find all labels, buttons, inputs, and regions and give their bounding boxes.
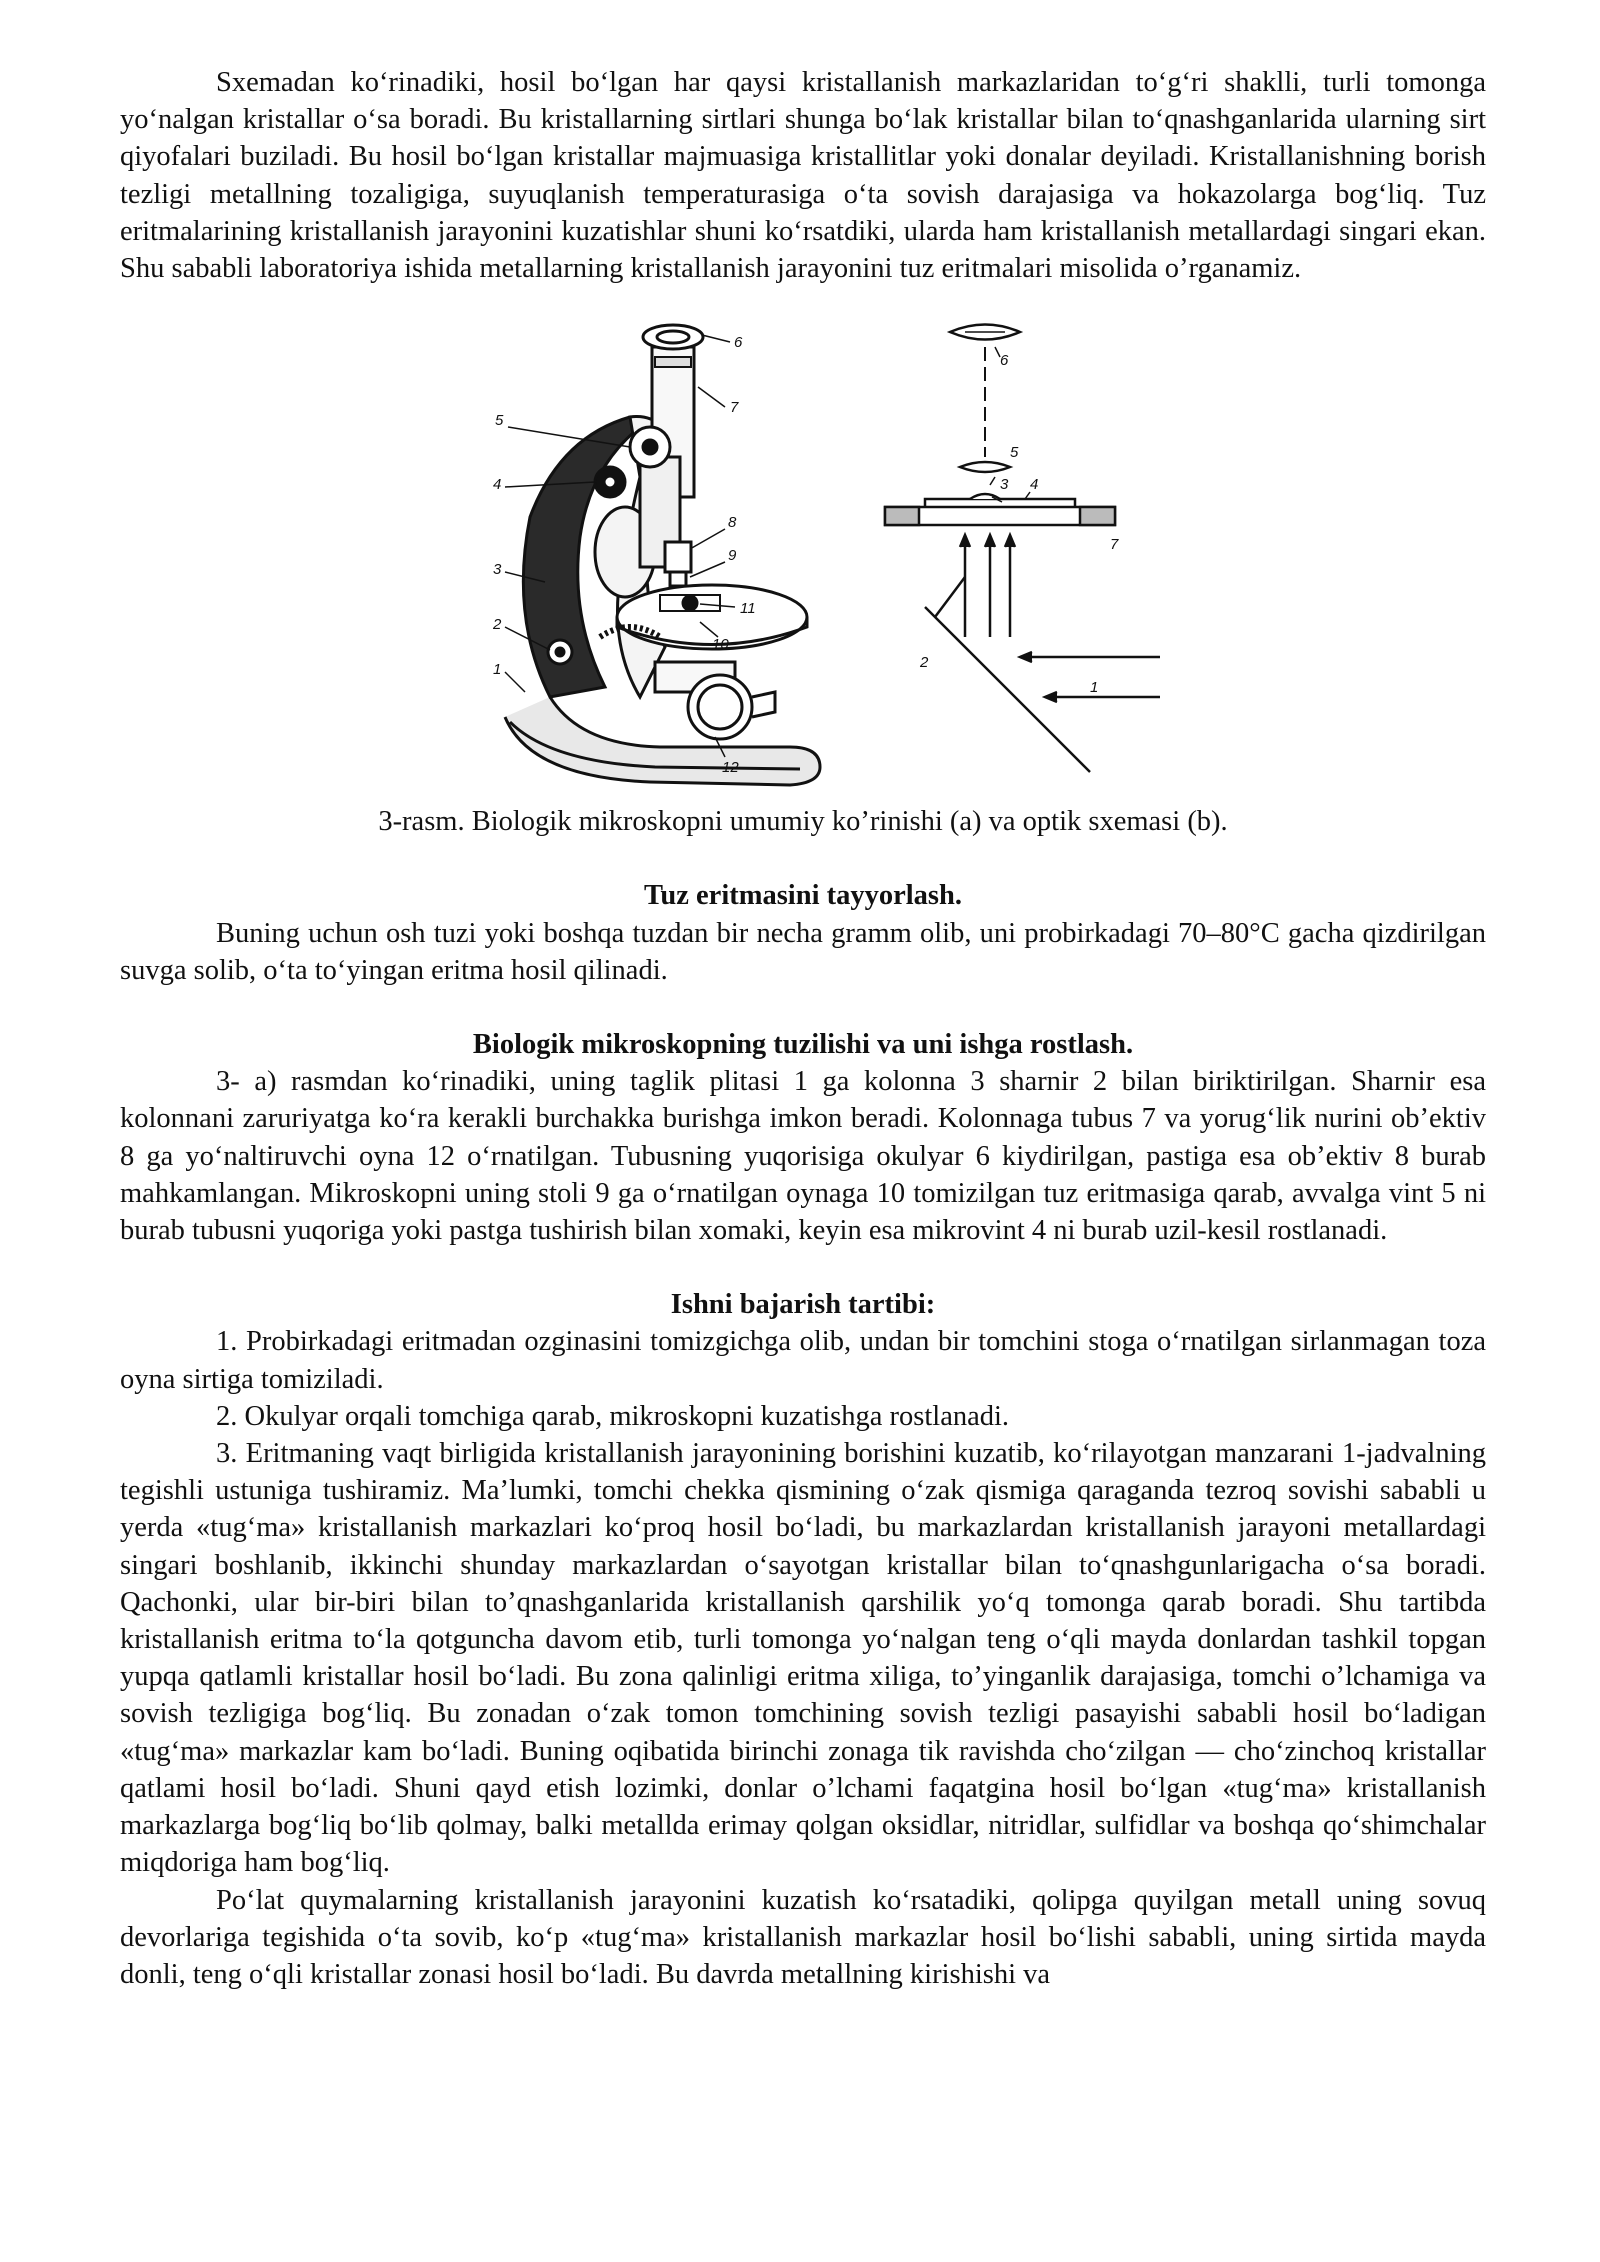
microscope-general-view [490, 317, 910, 787]
closing-paragraph: Poʻlat quymalarning kristallanish jarayonini kuzatish koʻrsatadiki, qolipga quyilgan metall uning sovuq devorlariga tegishida oʻta sovib, koʻp «tugʻma» kristallanish markazlar hosil boʻlishi sababli, uning sirtida mayda donli, teng oʻqli kristallar zonasi hosil boʻladi. Bu davrda metallning kirishishi va [120, 1884, 1486, 1990]
label-b-2: 2 [920, 654, 929, 672]
label-a-11: 11 [740, 600, 756, 618]
label-a-2: 2 [493, 616, 502, 634]
procedure-step-3: 3. Eritmaning vaqt birligida kristallanish jarayonining borishini kuzatib, koʻrilayotgan manzarani 1-jadvalning tegishli ustuniga tushiramiz. Ma’lumki, tomchi chekka qismining oʻzak qismiga qaraganda tezroq sovishi sababli u yerda «tugʻma» kristallanish markazlari koʻproq hosil boʻladi, bu markazlardan kristallanish jarayoni metallardagi singari boshlanib, ikkinchi shunday markazlardan oʻsayotgan kristallar bilan toʻqnashgunlarigacha oʻsa boradi. Qachonki, ular bir-biri bilan to’qnashganlarida kristallanish qarshilik yoʻq tomonga qarab boradi. Shu tartibda kristallanish eritma toʻla qotguncha davom etib, turli tomonga yoʻnalgan teng oʻqli mayda donlardan tashkil topgan yupqa qatlamli kristallar hosil boʻladi. Bu zona qalinligi eritma xiliga, to’yinganlik darajasiga, tomchi o’lchamiga va sovish tezligiga bogʻliq. Bu zonadan oʻzak tomon tomchining sovish tezligi pasayishi sababli hosil boʻladigan «tugʻma» markazlar kam boʻladi. Buning oqibatida birinchi zonaga tik ravishda choʻzilgan — choʻzinchoq kristallar qatlami hosil boʻladi. Shuni qayd etish lozimki, donlar o’lchami faqatgina hosil bo‘lgan «tug‘ma» kristallanish markazlarga bog‘liq bo‘lib qolmay, balki metallda erimay qolgan oksidlar, nitridlar, sulfidlar va boshqa qo‘shimchalar miqdoriga ham bog‘liq. [120, 1438, 1486, 1879]
document-page [120, 64, 1486, 1993]
label-b-4: 4 [1030, 476, 1039, 494]
figure-caption: 3-rasm. Biologik mikroskopni umumiy ko’rinishi (a) va optik sxemasi (b). [378, 806, 1228, 838]
label-b-1: 1 [1090, 679, 1099, 697]
microscope-optical-scheme [880, 317, 1260, 787]
label-a-12: 12 [722, 759, 739, 777]
procedure-step-1: 1. Probirkadagi eritmadan ozginasini tomizgichga olib, undan bir tomchini stoga oʻrnatilgan sirlanmagan toza oyna sirtiga tomiziladi. [120, 1326, 1486, 1395]
label-b-3: 3 [1000, 476, 1009, 494]
label-b-7: 7 [1110, 536, 1119, 554]
section-title-procedure: Ishni bajarish tartibi: [670, 1289, 936, 1321]
label-a-8: 8 [728, 514, 737, 532]
label-b-6: 6 [1000, 352, 1009, 370]
section-title-microscope-structure: Biologik mikroskopning tuzilishi va uni ishga rostlash. [472, 1029, 1134, 1061]
section-title-prepare-solution: Tuz eritmasini tayyorlash. [644, 880, 962, 912]
label-a-9: 9 [728, 547, 737, 565]
section-text-microscope-structure: 3- a) rasmdan koʻrinadiki, uning taglik plitasi 1 ga kolonna 3 sharnir 2 bilan biriktirilgan. Sharnir esa kolonnani zaruriyatga koʻra kerakli burchakka burishga imkon beradi. Kolonnaga tubus 7 va yorugʻlik nurini ob’ektiv 8 ga yoʻnaltiruvchi oyna 12 oʻrnatilgan. Tubusning yuqorisiga okulyar 6 kiydirilgan, pastiga esa ob’ektiv 8 burab mahkamlangan. Mikroskopni uning stoli 9 ga oʻrnatilgan oynaga 10 tomizilgan tuz eritmasiga qarab, avvalga vint 5 ni burab tubusni yuqoriga yoki pastga tushirish bilan xomaki, keyin esa mikrovint 4 ni burab uzil-kesil rostlanadi. [120, 1066, 1486, 1247]
figure-microscope [120, 317, 1486, 797]
label-a-7: 7 [730, 399, 739, 417]
label-a-10: 10 [712, 636, 729, 654]
label-a-6: 6 [734, 334, 743, 352]
section-text-prepare-solution: Buning uchun osh tuzi yoki boshqa tuzdan bir necha gramm olib, uni probirkadagi 70–80°C gacha qizdirilgan suvga solib, o‘ta to‘yingan eritma hosil qilinadi. [120, 917, 1486, 986]
label-a-1: 1 [493, 661, 502, 679]
procedure-step-2: 2. Okulyar orqali tomchiga qarab, mikroskopni kuzatishga rostlanadi. [216, 1400, 1010, 1432]
intro-paragraph: Sxemadan koʻrinadiki, hosil boʻlgan har qaysi kristallanish markazlaridan toʻgʻri shaklli, turli tomonga yoʻnalgan kristallar oʻsa boradi. Bu kristallarning sirtlari shunga boʻlak kristallar bilan toʻqnashganlarida ularning sirt qiyofalari buziladi. Bu hosil boʻlgan kristallar majmuasiga kristallitlar yoki donalar deyiladi. Kristallanishning borish tezligi metallning tozaligiga, suyuqlanish temperaturasiga oʻta sovish darajasiga va hokazolarga bogʻliq. Tuz eritmalarining kristallanish jarayonini kuzatishlar shuni koʻrsatdiki, ularda ham kristallanish metallardagi singari ekan. Shu sababli laboratoriya ishida metallarning kristallanish jarayonini tuz eritmalari misolida o’rganamiz. [120, 67, 1486, 285]
label-b-5: 5 [1010, 444, 1019, 462]
label-a-3: 3 [493, 561, 502, 579]
label-a-5: 5 [495, 412, 504, 430]
label-a-4: 4 [493, 476, 502, 494]
